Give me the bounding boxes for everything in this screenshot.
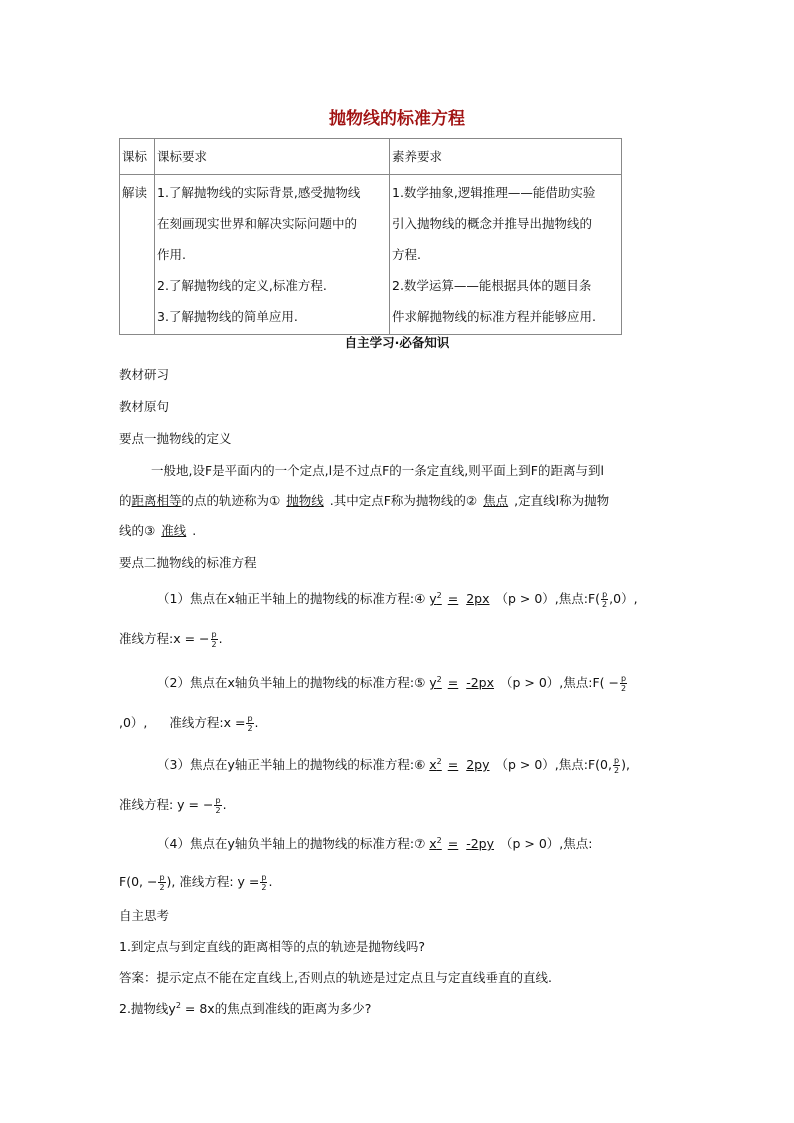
fraction — [211, 630, 218, 649]
text: （p > 0）,焦点: — [500, 836, 593, 851]
literacy-line: 2.数学运算——能根据具体的题目条 — [392, 278, 592, 293]
table-header-cell: 素养要求 — [390, 139, 622, 175]
text: . — [218, 631, 223, 646]
denominator: 2 — [613, 766, 620, 775]
definition-line-1: 一般地,设F是平面内的一个定点,l是不过点F的一条定直线,则平面上到F的距离与到l — [151, 463, 604, 478]
table-header-row — [120, 139, 622, 175]
literacy-line: 件求解抛物线的标准方程并能够应用. — [392, 309, 596, 324]
requirement-line: 在刻画现实世界和解决实际问题中的 — [157, 216, 358, 231]
table-row-label: 解读 — [120, 175, 155, 335]
table-header-cell: 课标要求 — [155, 139, 390, 175]
curriculum-requirements-cell — [155, 175, 390, 335]
text: 准线方程: y = − — [119, 797, 214, 812]
directrix-2-line — [119, 713, 259, 733]
denominator: 2 — [211, 640, 217, 649]
literacy-requirements-cell — [390, 175, 622, 335]
text: 2.抛物线y — [119, 1001, 176, 1016]
exponent: 2 — [175, 1000, 181, 1010]
directrix-3-line — [119, 795, 227, 815]
exponent: 2 — [436, 674, 442, 684]
self-thinking-heading: 自主思考 — [119, 908, 170, 923]
equation-1-line — [157, 589, 638, 609]
text: = 8x的焦点到准线的距离为多少? — [184, 1001, 372, 1016]
requirement-line: 3.了解抛物线的简单应用. — [157, 309, 298, 324]
numerator: p — [602, 590, 608, 599]
literacy-line: 1.数学抽象,逻辑推理——能借助实验 — [392, 185, 596, 200]
fraction — [214, 796, 221, 815]
equals-sign: = — [447, 675, 459, 690]
text: 线的③ — [119, 523, 156, 538]
fraction — [613, 756, 620, 775]
text: 准线方程:x = — [169, 715, 246, 730]
text: . — [192, 523, 197, 538]
text: （p > 0）,焦点:F( — [495, 591, 601, 606]
literacy-line: 方程. — [392, 247, 421, 262]
fraction — [158, 873, 165, 892]
text: （3）焦点在y轴正半轴上的抛物线的标准方程:⑥ — [157, 757, 426, 772]
var: x — [429, 836, 437, 851]
table-row — [120, 175, 622, 335]
text: ), 准线方程: y = — [166, 874, 260, 889]
numerator: p — [159, 873, 165, 882]
equation-rhs: -2px — [466, 675, 495, 690]
requirement-line: 1.了解抛物线的实际背景,感受抛物线 — [157, 185, 361, 200]
exponent: 2 — [436, 835, 442, 845]
text: ), — [621, 757, 630, 772]
var: y — [429, 591, 437, 606]
text: 的 — [119, 493, 132, 508]
text: （4）焦点在y轴负半轴上的抛物线的标准方程:⑦ — [157, 836, 426, 851]
equation-3-line — [157, 755, 630, 775]
requirement-line: 作用. — [157, 247, 186, 262]
equation-2-line — [157, 673, 628, 693]
exponent: 2 — [436, 590, 442, 600]
var: y — [429, 675, 437, 690]
text: F(0, − — [119, 874, 158, 889]
text: 的点的轨迹称为① — [181, 493, 281, 508]
text: ,0）, — [119, 715, 148, 730]
text: ,定直线l称为抛物 — [514, 493, 610, 508]
label-textbook-study: 教材研习 — [119, 367, 170, 382]
numerator: p — [614, 756, 620, 765]
definition-line-3 — [119, 521, 196, 539]
text: .其中定点F称为抛物线的② — [329, 493, 478, 508]
text: （2）焦点在x轴负半轴上的抛物线的标准方程:⑤ — [157, 675, 426, 690]
var: x — [429, 757, 437, 772]
literacy-line: 引入抛物线的概念并推导出抛物线的 — [392, 216, 593, 231]
section-heading: 自主学习·必备知识 — [344, 335, 450, 350]
equation-rhs: 2px — [466, 591, 490, 606]
definition-line-2 — [119, 491, 609, 509]
directrix-4-line — [119, 872, 272, 892]
table-header-cell: 课标 — [120, 139, 155, 175]
text: ,0）, — [609, 591, 638, 606]
document-title: 抛物线的标准方程 — [329, 109, 465, 129]
underlined-text: 距离相等 — [131, 493, 182, 508]
fraction — [260, 873, 267, 892]
numerator: p — [247, 714, 253, 723]
equals-sign: = — [447, 591, 459, 606]
numerator: p — [621, 674, 627, 683]
numerator: p — [261, 873, 267, 882]
point2-heading: 要点二抛物线的标准方程 — [119, 555, 257, 570]
numerator: p — [215, 796, 221, 805]
numerator: p — [211, 630, 217, 639]
denominator: 2 — [261, 883, 267, 892]
equals-sign: = — [447, 836, 459, 851]
denominator: 2 — [602, 600, 608, 609]
equation-lhs — [429, 836, 442, 851]
point1-heading: 要点一抛物线的定义 — [119, 431, 232, 446]
question-2 — [119, 999, 371, 1017]
equation-4-line — [157, 834, 593, 852]
directrix-1-line — [119, 629, 223, 649]
requirement-line: 2.了解抛物线的定义,标准方程. — [157, 278, 327, 293]
text: 准线方程:x = − — [119, 631, 210, 646]
text: （1）焦点在x轴正半轴上的抛物线的标准方程:④ — [157, 591, 426, 606]
text: （p > 0）,焦点:F(0, — [495, 757, 612, 772]
text: （p > 0）,焦点:F( − — [500, 675, 620, 690]
equals-sign: = — [447, 757, 459, 772]
fraction — [620, 674, 627, 693]
text: . — [268, 874, 273, 889]
text: . — [254, 715, 259, 730]
answer-1-text: 答案：提示定点不能在定直线上,否则点的轨迹是过定点且与定直线垂直的直线. — [119, 970, 552, 985]
fraction — [601, 590, 608, 609]
text: . — [222, 797, 227, 812]
equation-lhs — [429, 675, 442, 690]
equation-rhs: -2py — [466, 836, 495, 851]
answer-3: 准线 — [161, 523, 187, 538]
equation-rhs: 2py — [466, 757, 490, 772]
equation-lhs — [429, 591, 442, 606]
question-1: 1.到定点与到定直线的距离相等的点的轨迹是抛物线吗? — [119, 939, 426, 954]
denominator: 2 — [621, 684, 627, 693]
denominator: 2 — [247, 724, 253, 733]
denominator: 2 — [159, 883, 165, 892]
denominator: 2 — [215, 806, 221, 815]
answer-2: 焦点 — [483, 493, 509, 508]
equation-lhs — [429, 757, 442, 772]
answer-1: 抛物线 — [286, 493, 324, 508]
exponent: 2 — [436, 756, 442, 766]
requirements-table — [119, 138, 622, 335]
fraction — [246, 714, 253, 733]
label-textbook-original: 教材原句 — [119, 399, 170, 414]
